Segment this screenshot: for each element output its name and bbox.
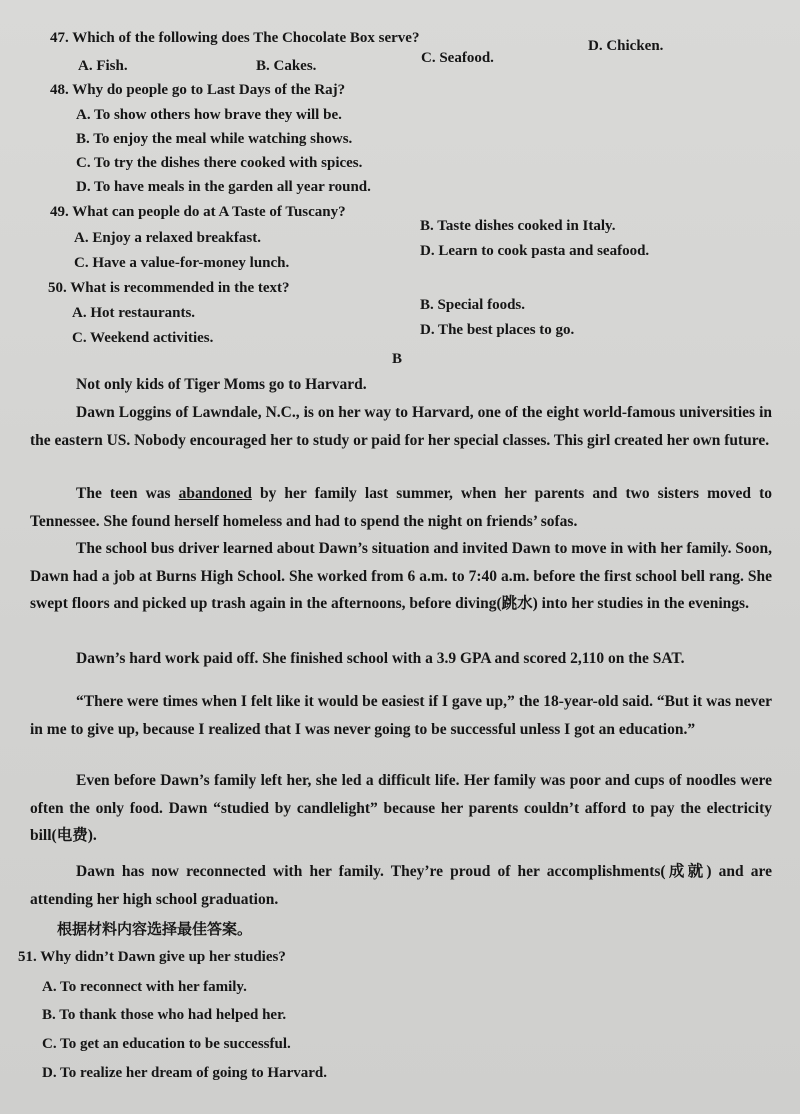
question-50: 50. What is recommended in the text?	[48, 280, 290, 296]
q51-option-b: B. To thank those who had helped her.	[42, 1007, 287, 1023]
instruction-text: 根据材料内容选择最佳答案。	[57, 920, 253, 938]
q50-option-c: C. Weekend activities.	[72, 330, 214, 346]
q47-option-d: D. Chicken.	[588, 38, 664, 54]
q48-option-a: A. To show others how brave they will be.	[76, 107, 342, 123]
q51-option-c: C. To get an education to be successful.	[42, 1036, 291, 1052]
q51-option-a: A. To reconnect with her family.	[42, 979, 247, 995]
q48-option-d: D. To have meals in the garden all year round.	[76, 179, 371, 195]
q48-option-b: B. To enjoy the meal while watching shows.	[76, 131, 353, 147]
q47-option-c: C. Seafood.	[421, 50, 494, 66]
passage-paragraph-1: Not only kids of Tiger Moms go to Harvard.	[76, 376, 367, 393]
question-47: 47. Which of the following does The Chocolate Box serve?	[50, 30, 420, 46]
passage-paragraph-6: “There were times when I felt like it would be easiest if I gave up,” the 18-year-old said. “But it was never in me to give up, because I realized that I was never going to be successful unless I got an education.”	[30, 693, 772, 738]
passage-paragraph-2: Dawn Loggins of Lawndale, N.C., is on her way to Harvard, one of the eight world-famous universities in the eastern US. Nobody encouraged her to study or paid for her special classes. This girl created her own future.	[30, 404, 772, 449]
q49-option-a: A. Enjoy a relaxed breakfast.	[74, 230, 261, 246]
passage-paragraph-3	[30, 480, 772, 535]
q50-option-a: A. Hot restaurants.	[72, 305, 196, 321]
question-51: 51. Why didn’t Dawn give up her studies?	[18, 949, 286, 965]
q49-option-b: B. Taste dishes cooked in Italy.	[420, 218, 616, 234]
q50-option-b: B. Special foods.	[420, 297, 526, 313]
question-49: 49. What can people do at A Taste of Tuscany?	[50, 204, 346, 220]
question-48: 48. Why do people go to Last Days of the Raj?	[50, 82, 346, 98]
passage-paragraph-3-start: The teen was	[76, 485, 179, 502]
passage-paragraph-5: Dawn’s hard work paid off. She finished school with a 3.9 GPA and scored 2,110 on the SAT.	[76, 650, 685, 667]
q49-option-d: D. Learn to cook pasta and seafood.	[420, 243, 650, 259]
q47-option-a: A. Fish.	[78, 58, 128, 74]
q47-option-b: B. Cakes.	[256, 58, 317, 74]
passage-paragraph-8: Dawn has now reconnected with her family. They’re proud of her accomplishments(成就) and are attending her high school graduation.	[30, 863, 772, 908]
q49-option-c: C. Have a value-for-money lunch.	[74, 255, 290, 271]
passage-label: B	[392, 351, 403, 367]
passage-paragraph-4: The school bus driver learned about Dawn’s situation and invited Dawn to move in with her family. Soon, Dawn had a job at Burns High School. She worked from 6 a.m. to 7:40 a.m. before the first school bell rang. She swept floors and picked up trash again in the afternoons, before diving(跳水) into her studies in the evenings.	[30, 540, 773, 612]
q48-option-c: C. To try the dishes there cooked with spices.	[76, 155, 363, 171]
underlined-word: abandoned	[178, 485, 252, 502]
passage-paragraph-3-end: by her family last summer, when her parents and two sisters moved to Tennessee. She found herself homeless and had to spend the night on friends’ sofas.	[30, 485, 772, 530]
passage-paragraph-7: Even before Dawn’s family left her, she led a difficult life. Her family was poor and cups of noodles were often the only food. Dawn “studied by candlelight” because her parents couldn’t afford to pay the electricity bill(电费).	[30, 772, 772, 844]
q51-option-d: D. To realize her dream of going to Harvard.	[42, 1065, 327, 1081]
q50-option-d: D. The best places to go.	[420, 322, 575, 338]
